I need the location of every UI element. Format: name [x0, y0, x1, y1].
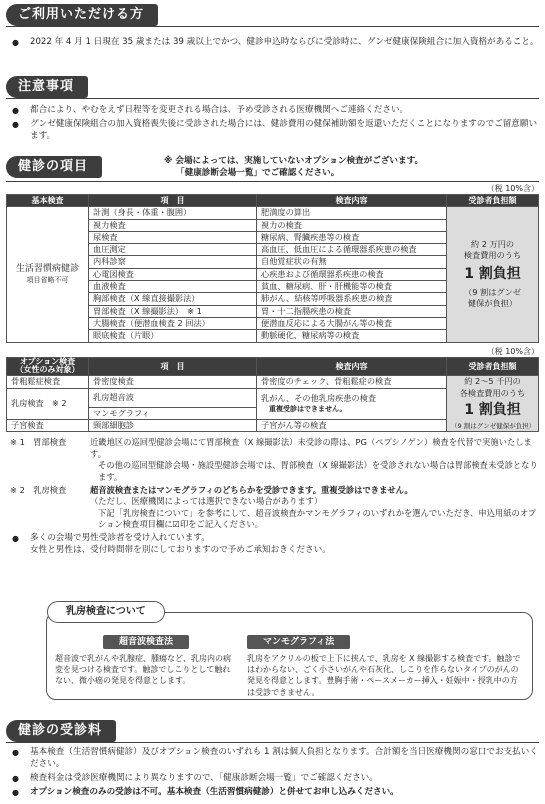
- col-item: 項 目: [89, 195, 257, 207]
- exam-item: 尿検査: [89, 231, 257, 243]
- tax-label: （税 10%含）: [486, 184, 539, 193]
- tax-label: （税 10%含）: [486, 346, 539, 356]
- exam-content: 肺がん、結核等呼吸器系疾患の検査: [257, 293, 447, 305]
- exam-content: 胃・十二指腸疾患の検査: [257, 305, 447, 317]
- col-option: オプション検査 （女性のみ対象）: [7, 357, 89, 376]
- exam-item: 骨密度検査: [89, 376, 257, 388]
- section-items: [6, 156, 539, 558]
- basic-exam-table: [6, 194, 539, 343]
- exam-item: 内科診察: [89, 256, 257, 268]
- exam-item: 視力検査: [89, 219, 257, 231]
- note-bullet: ● グンゼ健康保険組合の加入資格喪失後に受診された場合には、健診費用の健保補助額を返還いただくことになりますのでご留意願います。: [6, 119, 539, 143]
- exam-item: 心電図検査: [89, 268, 257, 280]
- exam-content: 肥満度の算出: [257, 207, 447, 219]
- eligibility-text: ● 2022 年 4 月 1 日現在 35 歳または 39 歳以上でかつ、健診申込時ならびに受診時に、グンゼ健康保険組合に加入資格があること。: [6, 37, 539, 49]
- exam-item: 眼底検査（片眼）: [89, 330, 257, 342]
- exam-item: 頸部細胞診: [89, 419, 257, 431]
- exam-content: 貧血、糖尿病、肝・肝機能等の検査: [257, 281, 447, 293]
- option-category: 骨粗鬆症検査: [7, 376, 89, 388]
- col-content: 検査内容: [257, 357, 447, 376]
- footnote-2: ※ 2 乳房検査 超音波検査またはマンモグラフィのどちらかを受診できます。重複受診はできません。 （ただし、医療機関によっては選択できない場合があります） 下記「乳房検査について」を参考にして、超音波検査かマンモグラフィのいずれかを選んでいただき、申込用紙のオプション検査項目欄に☑印をご記入ください。: [10, 484, 537, 530]
- col-content: 検査内容: [257, 195, 447, 207]
- note-bullet: ● 都合により、やむをえず日程等を変更される場合は、予め受診される医療機関へご連絡ください。: [6, 105, 539, 117]
- mammography-text: 乳房をアクリルの板で上下に挟んで、乳房を X 線撮影する検査です。触診ではわからない、ごく小さいがんや石灰化、しこりを作らないタイプのがんの発見を得意とします。豊胸手術・ペースメーカー挿入・妊娠中・授乳中の方は受診できません。: [247, 654, 521, 697]
- mammography-label: マンモグラフィ法: [247, 635, 350, 649]
- basic-exam-label: 生活習慣病健診 項目省略不可: [7, 207, 89, 342]
- exam-content: 自他覚症状の有無: [257, 256, 447, 268]
- exam-content: 動脈硬化、糖尿病等の検査: [257, 330, 447, 342]
- exam-item: マンモグラフィ: [89, 407, 257, 419]
- breast-exam-box: [46, 606, 533, 700]
- exam-item: 乳房超音波: [89, 388, 257, 407]
- col-item: 項 目: [89, 357, 257, 376]
- ultrasound-section: [55, 635, 237, 687]
- ultrasound-text: 超音波で乳がんや乳腺症、腫瘍など、乳房内の病変を見つける検査です。触診でしこりとして触れない、微小癌の発見を得意とします。: [55, 654, 231, 686]
- exam-item: 大腸検査（便潜血検査 2 回法）: [89, 318, 257, 330]
- col-fee: 受診者負担額: [447, 195, 539, 207]
- exam-content: 糖尿病、腎臓疾患等の検査: [257, 231, 447, 243]
- option-fee-cell: 約 2～5 千円の 各検査費用のうち 1 割負担 （9 割はグンゼ健保が負担）: [447, 376, 539, 432]
- exam-item: 胸部検査（X 線直接撮影法）: [89, 293, 257, 305]
- col-basic: 基本検査: [7, 195, 89, 207]
- section-title-items: 健診の項目: [6, 156, 102, 178]
- exam-item: 胃部検査（X 線撮影法） ※ 1: [89, 305, 257, 317]
- exam-content: 乳がん、その他乳房疾患の検査 重複受診はできません。: [257, 388, 447, 419]
- section-eligibility: [6, 4, 539, 51]
- exam-content: 高血圧、低血圧による循環器系疾患の検査: [257, 244, 447, 256]
- exam-content: 視力の検査: [257, 219, 447, 231]
- exam-content: 便潜血反応による大腸がん等の検査: [257, 318, 447, 330]
- section-title-fee: 健診の受診料: [6, 720, 116, 742]
- option-exam-table: [6, 357, 539, 433]
- exam-item: 計測（身長・体重・腹囲）: [89, 207, 257, 219]
- section-title-notes: 注意事項: [6, 76, 88, 98]
- exam-item: 血圧測定: [89, 244, 257, 256]
- fee-bullet: ● オプション検査のみの受診は不可。基本検査（生活習慣病健診）と併せてお申し込みください。: [6, 787, 539, 799]
- venue-notice: ※ 会場によっては、実施していないオプション検査がございます。 「健康診断会場一覧」でご確認ください。: [164, 156, 424, 178]
- option-category: 子宮検査: [7, 419, 89, 431]
- ultrasound-label: 超音波検査法: [103, 635, 189, 649]
- exam-item: 血液検査: [89, 281, 257, 293]
- section-title-eligibility: ご利用いただける方: [6, 4, 158, 26]
- mammography-section: [247, 635, 524, 698]
- male-notice: ● 多くの会場で男性受診者を受け入れています。 女性と男性は、受付時間帯を別にしておりますので予めご承知おきください。: [6, 533, 539, 557]
- section-fee: [6, 720, 539, 800]
- exam-content: 骨密度のチェック、骨粗鬆症の検査: [257, 376, 447, 388]
- exam-content: 子宮がん等の検査: [257, 419, 447, 431]
- basic-fee-cell: 約 2 万円の 検査費用のうち 1 割負担 （9 割はグンゼ 健保が負担）: [447, 207, 539, 342]
- exam-content: 心疾患および循環器系疾患の検査: [257, 268, 447, 280]
- col-fee: 受診者負担額: [447, 357, 539, 376]
- fee-bullet: ● 基本検査（生活習慣病健診）及びオプション検査のいずれも 1 割は個人負担となります。合計額を当日医療機関の窓口でお支払いください。: [6, 747, 539, 771]
- breast-exam-title: 乳房検査について: [47, 601, 165, 623]
- fee-bullet: ● 検査料金は受診医療機関により異なりますので、「健康診断会場一覧」でご確認ください。: [6, 773, 539, 785]
- footnote-1: ※ 1 胃部検査 近畿地区の巡回型健診会場にて胃部検査（X 線撮影法）未受診の際は、PG（ペプシノゲン）検査を代替で実施いたします。 その他の巡回型健診会場・施設型健診会場では、胃部検査（X 線撮影法）を受診されない場合は胃部検査未受診となります。: [10, 437, 538, 482]
- section-notes: [6, 76, 539, 145]
- option-category: 乳房検査 ※ 2: [7, 388, 89, 419]
